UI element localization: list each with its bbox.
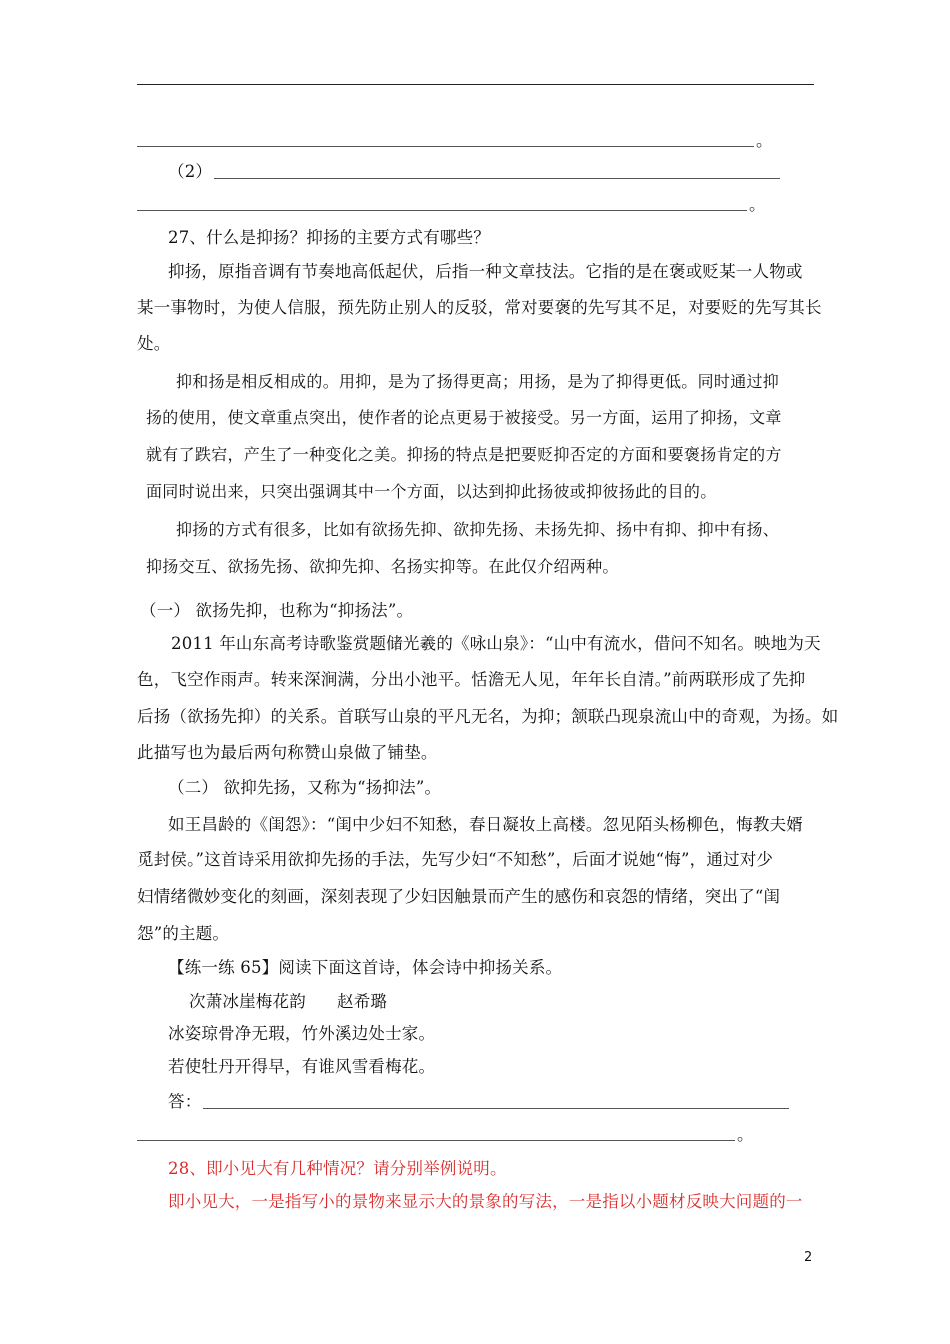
method1-line: 色，飞空作雨声。转来深涧满，分出小池平。恬澹无人见，年年长自清。”前两联形成了先抑: [137, 670, 806, 689]
poem-author: 赵希璐: [337, 992, 388, 1011]
blank-end-mark: 。: [756, 131, 773, 150]
method2-line: 怨”的主题。: [137, 924, 230, 943]
paragraph-line: 面同时说出来，只突出强调其中一个方面，以达到抑此扬彼或抑彼扬此的目的。: [146, 482, 717, 501]
blank-prefix: （2）: [168, 162, 213, 181]
paragraph-line: 扬的使用，使文章重点突出，使作者的论点更易于被接受。另一方面，运用了抑扬，文章: [146, 408, 782, 427]
blank-end-mark: 。: [737, 1125, 754, 1144]
method2-heading: （二） 欲抑先扬，又称为“扬抑法”。: [168, 778, 442, 797]
answer-blank-line[interactable]: [137, 210, 747, 211]
definition-line: 抑扬，原指音调有节奏地高低起伏，后指一种文章技法。它指的是在褒或贬某一人物或: [168, 262, 803, 281]
paragraph-line: 抑和扬是相反相成的。用抑，是为了扬得更高；用扬，是为了抑得更低。同时通过抑: [176, 372, 780, 391]
exercise-prompt: 【练一练 65】阅读下面这首诗，体会诗中抑扬关系。: [168, 958, 563, 977]
method2-line: 妇情绪微妙变化的刻画，深刻表现了少妇因触景而产生的感伤和哀怨的情绪，突出了“闺: [137, 887, 781, 906]
poem-title: 次萧冰崖梅花韵: [189, 992, 306, 1011]
answer-label: 答：: [168, 1092, 202, 1111]
definition-line: 某一事物时，为使人信服，预先防止别人的反驳，常对要褒的先写其不足，对要贬的先写其长: [137, 298, 822, 317]
header-rule: [137, 84, 814, 85]
poem-line: 若使牡丹开得早，有谁风雪看梅花。: [168, 1057, 436, 1076]
paragraph-line: 抑扬交互、欲扬先扬、欲抑先抑、名扬实抑等。在此仅介绍两种。: [146, 557, 619, 576]
paragraph-line: 抑扬的方式有很多，比如有欲扬先抑、欲抑先扬、未扬先抑、扬中有抑、抑中有扬、: [176, 520, 780, 539]
paragraph-line: 就有了跌宕，产生了一种变化之美。抑扬的特点是把要贬抑否定的方面和要褒扬肯定的方: [146, 445, 782, 464]
method1-line: 后扬（欲扬先抑）的关系。首联写山泉的平凡无名，为抑；颔联凸现泉流山中的奇观，为扬。如: [137, 707, 839, 726]
method1-line: 2011 年山东高考诗歌鉴赏题储光羲的《咏山泉》：“山中有流水，借问不知名。映地为天: [171, 634, 821, 653]
question-28: 28、即小见大有几种情况？请分别举例说明。: [168, 1159, 507, 1178]
answer-28-line: 即小见大，一是指写小的景物来显示大的景象的写法，一是指以小题材反映大问题的一: [168, 1192, 803, 1211]
question-27: 27、什么是抑扬？抑扬的主要方式有哪些？: [168, 228, 490, 247]
method1-line: 此描写也为最后两句称赞山泉做了铺垫。: [137, 743, 438, 762]
method2-line: 如王昌龄的《闺怨》：“闺中少妇不知愁，春日凝妆上高楼。忽见陌头杨柳色，悔教夫婿: [168, 815, 803, 834]
answer-blank-line[interactable]: [137, 1140, 735, 1141]
answer-blank-line[interactable]: [214, 178, 780, 179]
answer-blank-line[interactable]: [203, 1108, 789, 1109]
method2-line: 觅封侯。”这首诗采用欲抑先扬的手法，先写少妇“不知愁”，后面才说她“悔”，通过对少: [137, 850, 774, 869]
blank-end-mark: 。: [749, 195, 766, 214]
method1-heading: （一） 欲扬先抑，也称为“抑扬法”。: [140, 601, 414, 620]
answer-blank-line[interactable]: [137, 146, 754, 147]
poem-line: 冰姿琼骨净无瑕，竹外溪边处士家。: [168, 1024, 436, 1043]
page-number: 2: [804, 1250, 813, 1265]
definition-line: 处。: [137, 334, 171, 353]
